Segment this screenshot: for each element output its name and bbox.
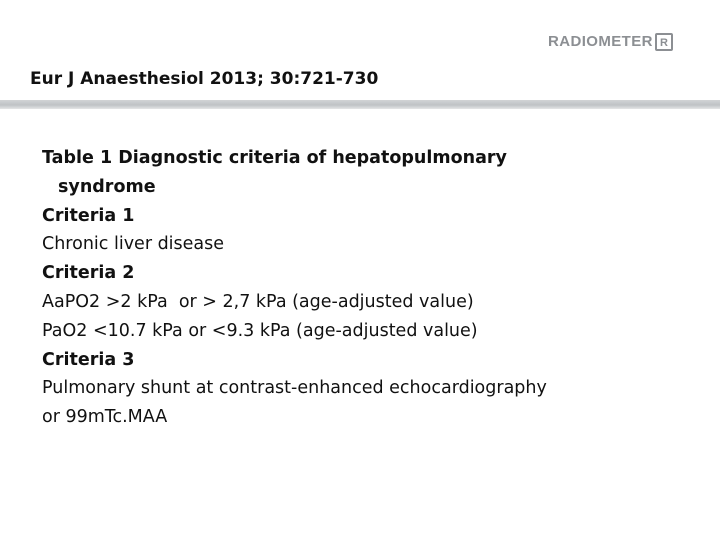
criteria-3-item-echo: Pulmonary shunt at contrast-enhanced echocardiography — [42, 378, 547, 399]
registered-r-icon — [655, 33, 673, 51]
diagnostic-criteria-table — [42, 144, 682, 432]
table-title — [42, 144, 682, 202]
criteria-2-item-aapo2: AaPO2 >2 kPa or > 2,7 kPa (age-adjusted value) — [42, 291, 474, 312]
criteria-2-item-pao2: PaO2 <10.7 kPa or <9.3 kPa (age-adjusted value) — [42, 320, 478, 341]
radiometer-logo — [548, 31, 673, 53]
criteria-2-heading: Criteria 2 — [42, 263, 135, 284]
svg-text:R: R — [659, 37, 668, 48]
journal-citation: Eur J Anaesthesiol 2013; 30:721-730 — [30, 69, 379, 89]
logo-wordmark: RADIOMETER — [548, 33, 653, 50]
criteria-3-heading: Criteria 3 — [42, 349, 135, 370]
criteria-1-heading: Criteria 1 — [42, 205, 135, 226]
criteria-3-item-tc: or 99mTc.MAA — [42, 407, 168, 428]
criteria-1-item: Chronic liver disease — [42, 234, 225, 255]
table-title-line-2: syndrome — [58, 176, 156, 197]
header-divider — [0, 100, 720, 109]
table-title-line-1: Table 1 Diagnostic criteria of hepatopulmonary — [42, 148, 507, 168]
